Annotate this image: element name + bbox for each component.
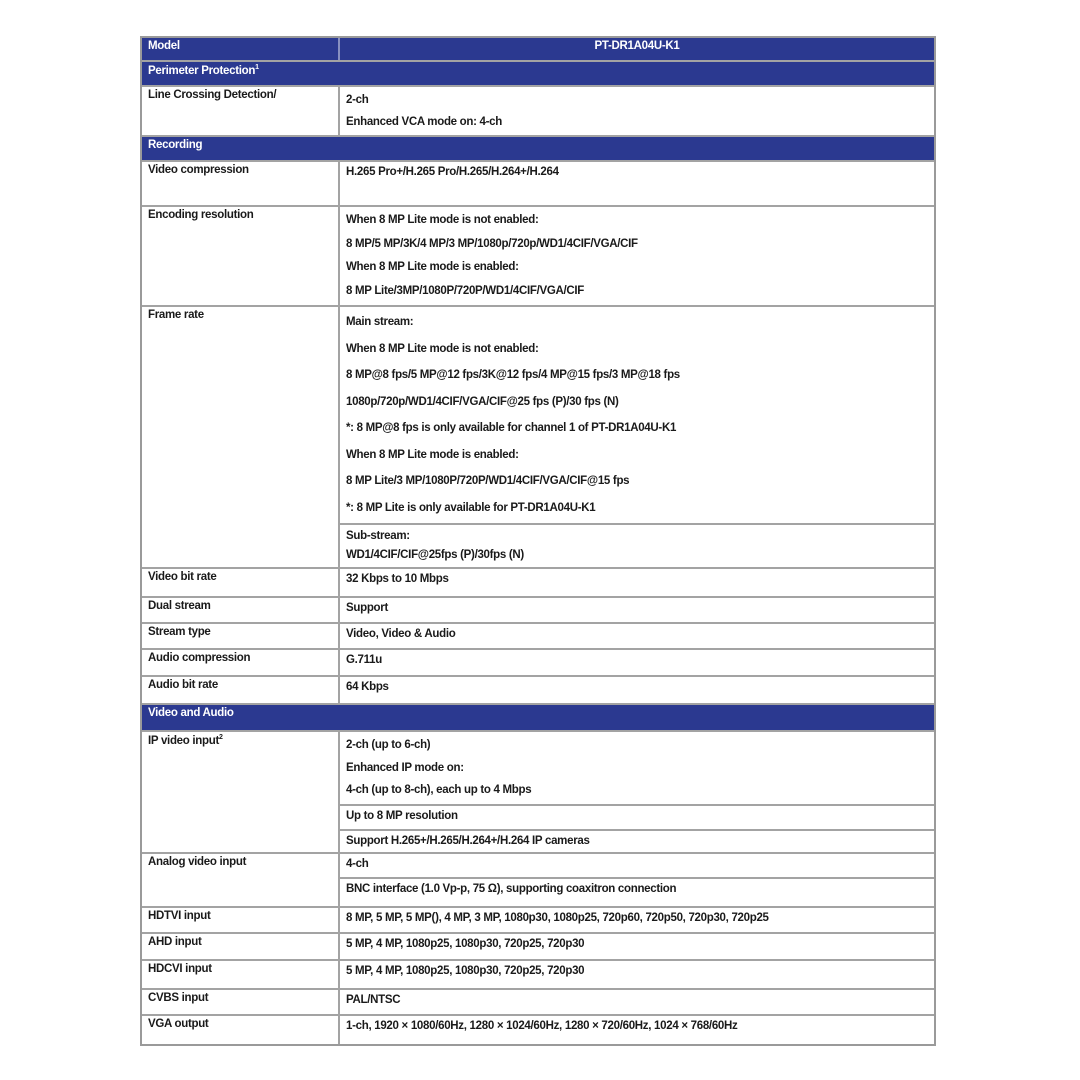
- spec-label: [142, 732, 340, 852]
- spec-label: [142, 162, 340, 205]
- spec-label-text: Stream type: [148, 626, 211, 638]
- spec-value-line: Up to 8 MP resolution: [346, 810, 458, 822]
- spec-value-line: WD1/4CIF/CIF@25fps (P)/30fps (N): [346, 549, 524, 561]
- footnote-marker: 1: [255, 64, 259, 71]
- spec-label: [142, 908, 340, 932]
- spec-value-cell: [340, 677, 934, 703]
- spec-label-text: Analog video input: [148, 856, 247, 868]
- spec-label-text: HDCVI input: [148, 963, 212, 975]
- spec-value-cell: [340, 87, 934, 135]
- spec-value-line: 8 MP Lite/3MP/1080P/720P/WD1/4CIF/VGA/CIF: [346, 284, 585, 297]
- spec-value-line: Enhanced IP mode on:: [346, 761, 464, 774]
- table-header-row: [142, 38, 934, 62]
- spec-value: [340, 650, 934, 675]
- spec-value: [340, 961, 934, 988]
- spec-value: [340, 990, 934, 1014]
- spec-value-cell: [340, 307, 934, 525]
- spec-value-cell: [340, 207, 934, 305]
- spec-value-cell: [340, 879, 934, 906]
- spec-value-line: Main stream:: [346, 316, 414, 328]
- section-title: [142, 62, 265, 85]
- spec-row-line-crossing-detection: [142, 87, 934, 137]
- spec-table: [140, 36, 936, 1046]
- spec-value-line: 32 Kbps to 10 Mbps: [346, 573, 449, 585]
- spec-row-frame-rate: [142, 307, 934, 569]
- spec-value-line: 4-ch: [346, 858, 369, 870]
- spec-label-text: IP video input: [148, 734, 219, 747]
- section-header-video-and-audio: [142, 705, 934, 732]
- spec-value-line: BNC interface (1.0 Vp-p, 75 Ω), supporting coaxitron connection: [346, 883, 677, 896]
- spec-label-text: AHD input: [148, 936, 202, 948]
- spec-label-text: Audio bit rate: [148, 679, 218, 691]
- spec-value-cell: [340, 624, 934, 648]
- spec-value-cell: [340, 854, 934, 879]
- spec-row-analog-video-input: [142, 854, 934, 908]
- spec-row-video-compression: [142, 162, 934, 207]
- spec-label: [142, 207, 340, 305]
- spec-value-line: 5 MP, 4 MP, 1080p25, 1080p30, 720p25, 720p30: [346, 965, 585, 977]
- spec-label: [142, 650, 340, 675]
- spec-label: [142, 934, 340, 959]
- spec-value-cell: [340, 990, 934, 1014]
- spec-value-cell: [340, 806, 934, 831]
- spec-value-line: 8 MP@8 fps/5 MP@12 fps/3K@12 fps/4 MP@15 fps/3 MP@18 fps: [346, 369, 680, 381]
- spec-label-text: Audio compression: [148, 652, 251, 664]
- spec-value: [340, 908, 934, 932]
- spec-value-line: 5 MP, 4 MP, 1080p25, 1080p30, 720p25, 720p30: [346, 938, 585, 950]
- spec-value-line: When 8 MP Lite mode is not enabled:: [346, 342, 539, 355]
- spec-row-audio-bit-rate: [142, 677, 934, 705]
- spec-value: [340, 854, 934, 906]
- spec-value-cell: [340, 569, 934, 596]
- spec-value-line: PAL/NTSC: [346, 994, 401, 1006]
- spec-label-text: Dual stream: [148, 600, 211, 612]
- spec-value-line: *: 8 MP Lite is only available for PT-DR1A04U-K1: [346, 501, 596, 514]
- spec-row-vga-output: [142, 1016, 934, 1044]
- spec-row-audio-compression: [142, 650, 934, 677]
- spec-value-line: When 8 MP Lite mode is not enabled:: [346, 214, 539, 226]
- spec-value-cell: [340, 650, 934, 675]
- spec-label: [142, 87, 340, 135]
- spec-row-ahd-input: [142, 934, 934, 961]
- spec-value-line: Support H.265+/H.265/H.264+/H.264 IP cameras: [346, 834, 590, 847]
- spec-value-line: 8 MP Lite/3 MP/1080P/720P/WD1/4CIF/VGA/CIF@15 fps: [346, 475, 630, 487]
- spec-value: [340, 934, 934, 959]
- spec-value: [340, 569, 934, 596]
- spec-value-line: 1-ch, 1920 × 1080/60Hz, 1280 × 1024/60Hz, 1280 × 720/60Hz, 1024 × 768/60Hz: [346, 1020, 738, 1032]
- spec-value-line: 4-ch (up to 8-ch), each up to 4 Mbps: [346, 784, 532, 797]
- spec-row-video-bit-rate: [142, 569, 934, 598]
- spec-value-line: 64 Kbps: [346, 681, 389, 693]
- spec-value-line: G.711u: [346, 654, 382, 666]
- spec-value: [340, 162, 934, 205]
- spec-value: [340, 87, 934, 135]
- section-title: [142, 137, 208, 160]
- spec-value-cell: [340, 598, 934, 622]
- spec-value-line: 2-ch: [346, 94, 369, 106]
- spec-value: [340, 307, 934, 567]
- spec-value-line: Support: [346, 602, 388, 614]
- spec-label-text: Video compression: [148, 164, 249, 176]
- spec-label-text: CVBS input: [148, 992, 209, 1004]
- spec-value: [340, 598, 934, 622]
- spec-value-cell: [340, 908, 934, 932]
- spec-value-line: When 8 MP Lite mode is enabled:: [346, 261, 519, 273]
- section-header-recording: [142, 137, 934, 162]
- spec-value-cell: [340, 525, 934, 567]
- spec-label-text: HDTVI input: [148, 910, 211, 922]
- spec-value: [340, 207, 934, 305]
- spec-label: [142, 961, 340, 988]
- section-header-perimeter-protection: [142, 62, 934, 87]
- spec-value-cell: [340, 1016, 934, 1044]
- spec-label-text: Video bit rate: [148, 571, 217, 583]
- spec-value-line: *: 8 MP@8 fps is only available for channel 1 of PT-DR1A04U-K1: [346, 422, 677, 434]
- spec-row-hdtvi-input: [142, 908, 934, 934]
- spec-row-stream-type: [142, 624, 934, 650]
- spec-value: [340, 732, 934, 852]
- spec-label-text: Encoding resolution: [148, 209, 254, 221]
- spec-value-line: 1080p/720p/WD1/4CIF/VGA/CIF@25 fps (P)/30 fps (N): [346, 395, 619, 408]
- spec-row-hdcvi-input: [142, 961, 934, 990]
- spec-value: [340, 677, 934, 703]
- spec-value-line: Sub-stream:: [346, 530, 410, 542]
- spec-value-cell: [340, 732, 934, 806]
- header-label: Model: [142, 38, 340, 60]
- spec-value-line: Enhanced VCA mode on: 4-ch: [346, 116, 502, 128]
- spec-row-encoding-resolution: [142, 207, 934, 307]
- spec-value: [340, 624, 934, 648]
- spec-value-line: H.265 Pro+/H.265 Pro/H.265/H.264+/H.264: [346, 166, 559, 178]
- section-title-text: Perimeter Protection: [148, 64, 256, 77]
- spec-value-cell: [340, 831, 934, 852]
- section-title: [142, 705, 240, 730]
- spec-label: [142, 569, 340, 596]
- section-title-text: Recording: [148, 139, 203, 151]
- spec-label: [142, 677, 340, 703]
- spec-row-dual-stream: [142, 598, 934, 624]
- footnote-marker: 2: [218, 734, 223, 741]
- spec-label-text: Frame rate: [148, 309, 204, 321]
- spec-row-ip-video-input: [142, 732, 934, 854]
- spec-label-text: Line Crossing Detection/: [148, 89, 277, 101]
- spec-value-cell: [340, 934, 934, 959]
- spec-label: [142, 1016, 340, 1044]
- spec-label-text: VGA output: [148, 1018, 209, 1030]
- spec-value-line: 2-ch (up to 6-ch): [346, 739, 431, 751]
- spec-label: [142, 598, 340, 622]
- section-title-text: Video and Audio: [148, 707, 234, 719]
- spec-value-line: 8 MP, 5 MP, 5 MP(), 4 MP, 3 MP, 1080p30, 1080p25, 720p60, 720p50, 720p30, 720p25: [346, 912, 769, 924]
- spec-value-line: When 8 MP Lite mode is enabled:: [346, 448, 519, 461]
- model-name: PT-DR1A04U-K1: [594, 40, 680, 52]
- spec-label: [142, 854, 340, 906]
- spec-label: [142, 307, 340, 567]
- spec-row-cvbs-input: [142, 990, 934, 1016]
- spec-value-cell: [340, 961, 934, 988]
- spec-label: [142, 624, 340, 648]
- spec-value-line: 8 MP/5 MP/3K/4 MP/3 MP/1080p/720p/WD1/4CIF/VGA/CIF: [346, 237, 638, 250]
- spec-label: [142, 990, 340, 1014]
- spec-value-line: Video, Video & Audio: [346, 628, 456, 640]
- spec-value: [340, 1016, 934, 1044]
- spec-value-cell: [340, 162, 934, 205]
